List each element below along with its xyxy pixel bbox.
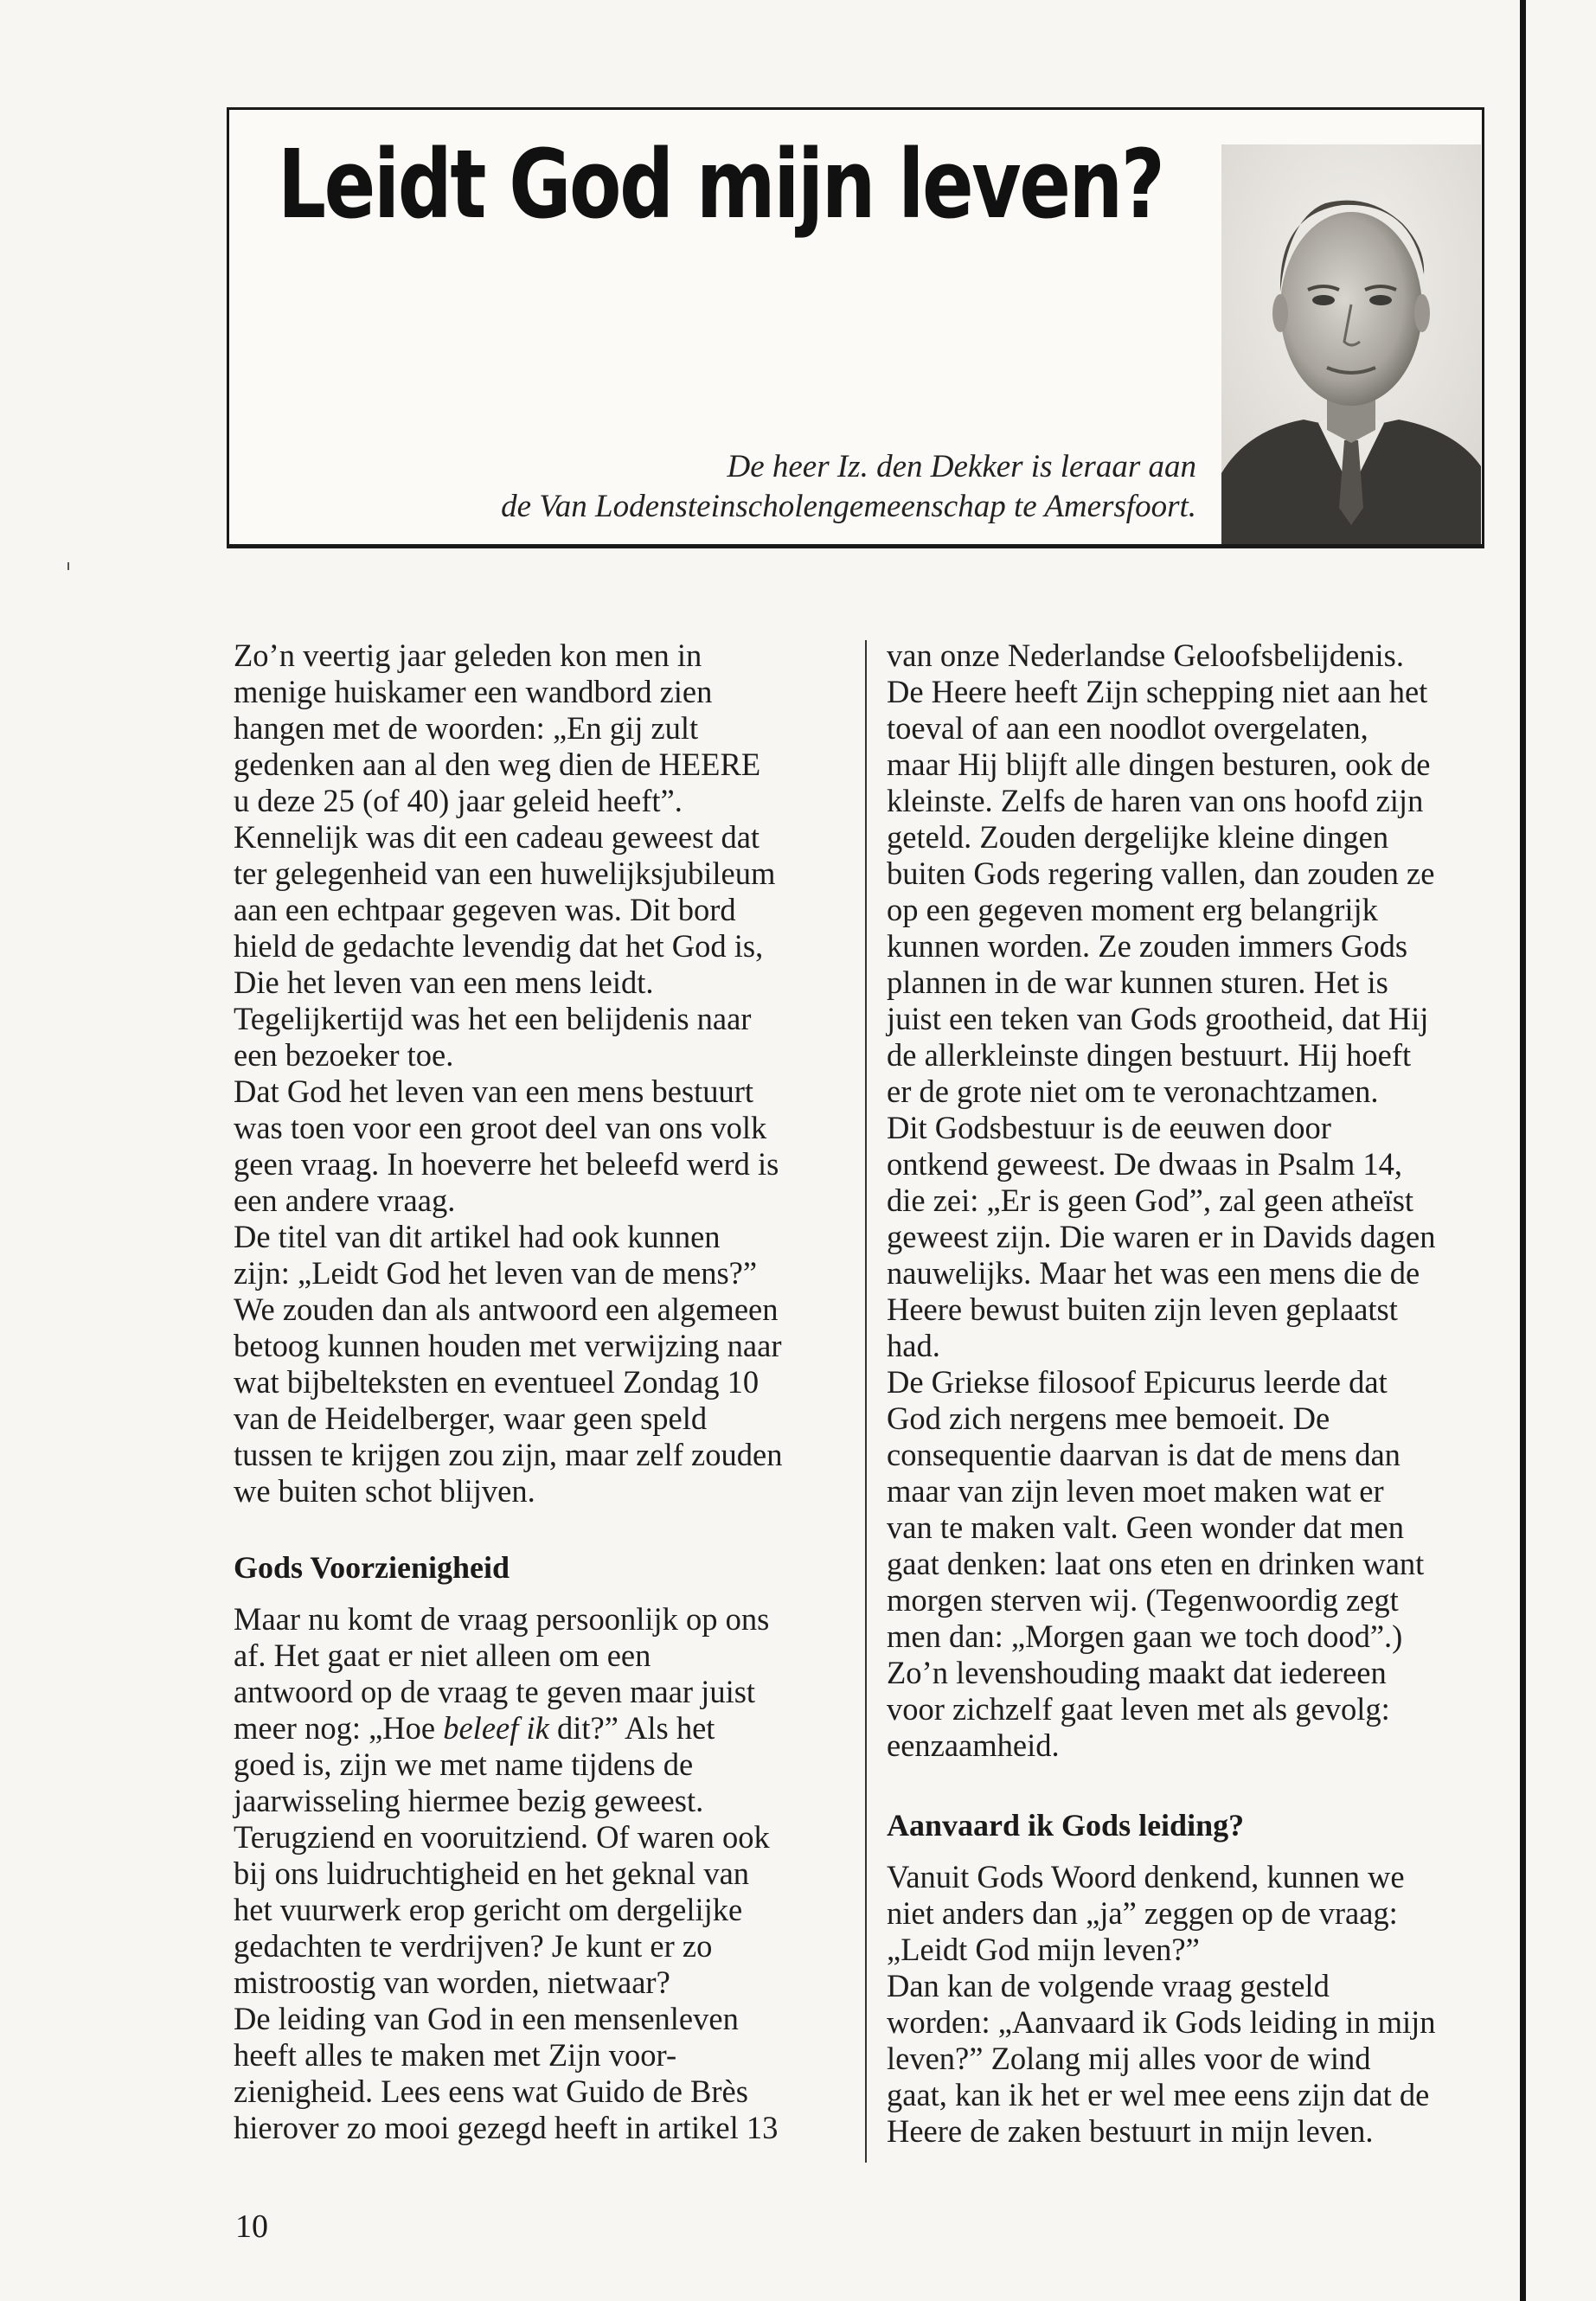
text-line: voor zichzelf gaat leven met als gevolg: <box>887 1691 1390 1727</box>
text-line: hield de gedachte levendig dat het God is, <box>234 928 764 964</box>
text-line: u deze 25 (of 40) jaar geleid heeft”. <box>234 783 683 818</box>
section-heading: Aanvaard ik Gods leiding? <box>887 1808 1245 1843</box>
text-line: de allerkleinste dingen bestuurt. Hij hoeft <box>887 1037 1412 1073</box>
text-line: Vanuit Gods Woord denkend, kunnen we <box>887 1859 1405 1894</box>
text-line: wat bijbelteksten en eventueel Zondag 10 <box>234 1364 760 1400</box>
text-line: hangen met de woorden: „En gij zult <box>234 710 699 746</box>
paragraph <box>234 1601 856 2001</box>
text-line: Dat God het leven van een mens bestuurt <box>234 1074 754 1109</box>
text-line: van de Heidelberger, waar geen speld <box>234 1400 708 1436</box>
text-line: Maar nu komt de vraag persoonlijk op ons <box>234 1601 770 1637</box>
text-line: menige huiskamer een wandbord zien <box>234 674 713 709</box>
text-line: gedenken aan al den weg dien de HEERE <box>234 747 761 782</box>
text-line: gaat, kan ik het er wel mee eens zijn dat de <box>887 2077 1430 2112</box>
text-line: van onze Nederlandse Geloofsbelijdenis. <box>887 638 1404 673</box>
article-title: Leidt God mijn leven? <box>278 129 1163 240</box>
text-line: goed is, zijn we met name tijdens de <box>234 1747 694 1782</box>
text-line: een andere vraag. <box>234 1183 456 1218</box>
text-line: betoog kunnen houden met verwijzing naar <box>234 1328 782 1363</box>
text-line: Zo’n levenshouding maakt dat iedereen <box>887 1655 1387 1690</box>
text-line: men dan: „Morgen gaan we toch dood”.) <box>887 1618 1403 1654</box>
text-line: toeval of aan een noodlot overgelaten, <box>887 710 1368 746</box>
text-line: nauwelijks. Maar het was een mens die de <box>887 1255 1420 1291</box>
text-line: plannen in de war kunnen sturen. Het is <box>887 965 1388 1000</box>
article-header-box <box>227 107 1484 548</box>
article-column-left <box>234 638 856 2146</box>
text-line: zienigheid. Lees eens wat Guido de Brès <box>234 2073 748 2109</box>
text-line: maar Hij blijft alle dingen besturen, ook de <box>887 747 1431 782</box>
text-line: We zouden dan als antwoord een algemeen <box>234 1292 779 1327</box>
text-line: morgen sterven wij. (Tegenwoordig zegt <box>887 1582 1399 1618</box>
paragraph <box>887 1364 1509 1764</box>
text-line: op een gegeven moment erg belangrijk <box>887 892 1378 927</box>
text-line: af. Het gaat er niet alleen om een <box>234 1638 651 1673</box>
caption-line: De heer Iz. den Dekker is leraar aan <box>727 449 1196 484</box>
paragraph <box>887 1968 1509 2150</box>
caption-line: de Van Lodensteinscholengemeenschap te Amersfoort. <box>501 489 1196 524</box>
paragraph <box>887 638 1509 1110</box>
text-line: het vuurwerk erop gericht om dergelijke <box>234 1892 743 1927</box>
text-line: die zei: „Er is geen God”, zal geen atheïst <box>887 1183 1414 1218</box>
text-line: een bezoeker toe. <box>234 1037 454 1073</box>
page-number: 10 <box>235 2208 268 2245</box>
text-line: De leiding van God in een mensenleven <box>234 2001 739 2036</box>
paragraph <box>887 1110 1509 1364</box>
emphasis-text: beleef ik <box>443 1710 549 1746</box>
text-line: er de grote niet om te veronachtzamen. <box>887 1074 1379 1109</box>
text-line: gedachten te verdrijven? Je kunt er zo <box>234 1928 713 1964</box>
text-line: worden: „Aanvaard ik Gods leiding in mijn <box>887 2004 1436 2040</box>
text-line: De Griekse filosoof Epicurus leerde dat <box>887 1364 1388 1400</box>
text-line: bij ons luidruchtigheid en het geknal van <box>234 1856 750 1891</box>
text-line: antwoord op de vraag te geven maar juist <box>234 1674 756 1709</box>
text-line: niet anders dan „ja” zeggen op de vraag: <box>887 1895 1398 1931</box>
author-caption <box>501 447 1196 527</box>
paragraph <box>234 1074 856 1219</box>
section-heading: Gods Voorzienigheid <box>234 1550 510 1585</box>
text-line <box>234 1710 715 1746</box>
text-line: God zich nergens mee bemoeit. De <box>887 1400 1330 1436</box>
text-line: buiten Gods regering vallen, dan zouden ze <box>887 856 1435 891</box>
paragraph <box>234 1219 856 1509</box>
text-line: „Leidt God mijn leven?” <box>887 1932 1200 1967</box>
text-line: kleinste. Zelfs de haren van ons hoofd zijn <box>887 783 1424 818</box>
text-line: De Heere heeft Zijn schepping niet aan het <box>887 674 1428 709</box>
page-edge-line <box>1520 0 1526 2301</box>
author-portrait <box>1221 144 1481 544</box>
text-run: dit?” Als het <box>548 1710 715 1746</box>
paragraph <box>234 638 856 1074</box>
text-line: Tegelijkertijd was het een belijdenis naar <box>234 1001 752 1036</box>
text-line: maar van zijn leven moet maken wat er <box>887 1473 1384 1509</box>
text-line: geteld. Zouden dergelijke kleine dingen <box>887 819 1389 855</box>
column-divider <box>865 640 867 2163</box>
text-line: De titel van dit artikel had ook kunnen <box>234 1219 721 1254</box>
text-line: aan een echtpaar gegeven was. Dit bord <box>234 892 736 927</box>
text-line: ontkend geweest. De dwaas in Psalm 14, <box>887 1146 1403 1182</box>
text-line: Zo’n veertig jaar geleden kon men in <box>234 638 702 673</box>
text-line: leven?” Zolang mij alles voor de wind <box>887 2041 1371 2076</box>
text-line: had. <box>887 1328 940 1363</box>
text-line: Dit Godsbestuur is de eeuwen door <box>887 1110 1331 1145</box>
text-line: Heere bewust buiten zijn leven geplaatst <box>887 1292 1398 1327</box>
text-line: van te maken valt. Geen wonder dat men <box>887 1509 1404 1545</box>
text-line: geweest zijn. Die waren er in Davids dagen <box>887 1219 1436 1254</box>
article-column-right <box>887 638 1509 2150</box>
text-line: was toen voor een groot deel van ons volk <box>234 1110 767 1145</box>
text-line: Terugziend en vooruitziend. Of waren ook <box>234 1819 770 1855</box>
text-line: juist een teken van Gods grootheid, dat Hij <box>887 1001 1429 1036</box>
text-line: zijn: „Leidt God het leven van de mens?” <box>234 1255 758 1291</box>
text-line: heeft alles te maken met Zijn voor- <box>234 2037 677 2073</box>
paragraph <box>887 1859 1509 1968</box>
text-line: kunnen worden. Ze zouden immers Gods <box>887 928 1408 964</box>
text-line: tussen te krijgen zou zijn, maar zelf zouden <box>234 1437 783 1472</box>
text-line: ter gelegenheid van een huwelijksjubileum <box>234 856 776 891</box>
text-line: hierover zo mooi gezegd heeft in artikel 13 <box>234 2110 779 2145</box>
text-line: Heere de zaken bestuurt in mijn leven. <box>887 2113 1374 2149</box>
text-line: gaat denken: laat ons eten en drinken want <box>887 1546 1425 1581</box>
text-line: Dan kan de volgende vraag gesteld <box>887 1968 1330 2003</box>
text-line: geen vraag. In hoeverre het beleefd werd is <box>234 1146 779 1182</box>
margin-mark <box>67 562 69 570</box>
text-line: jaarwisseling hiermee bezig geweest. <box>234 1783 704 1818</box>
text-line: Die het leven van een mens leidt. <box>234 965 654 1000</box>
text-line: consequentie daarvan is dat de mens dan <box>887 1437 1401 1472</box>
text-line: mistroostig van worden, nietwaar? <box>234 1965 670 2000</box>
text-line: we buiten schot blijven. <box>234 1473 535 1509</box>
text-line: eenzaamheid. <box>887 1727 1060 1763</box>
text-line: Kennelijk was dit een cadeau geweest dat <box>234 819 760 855</box>
paragraph <box>234 2001 856 2146</box>
text-run: meer nog: „Hoe <box>234 1710 444 1746</box>
